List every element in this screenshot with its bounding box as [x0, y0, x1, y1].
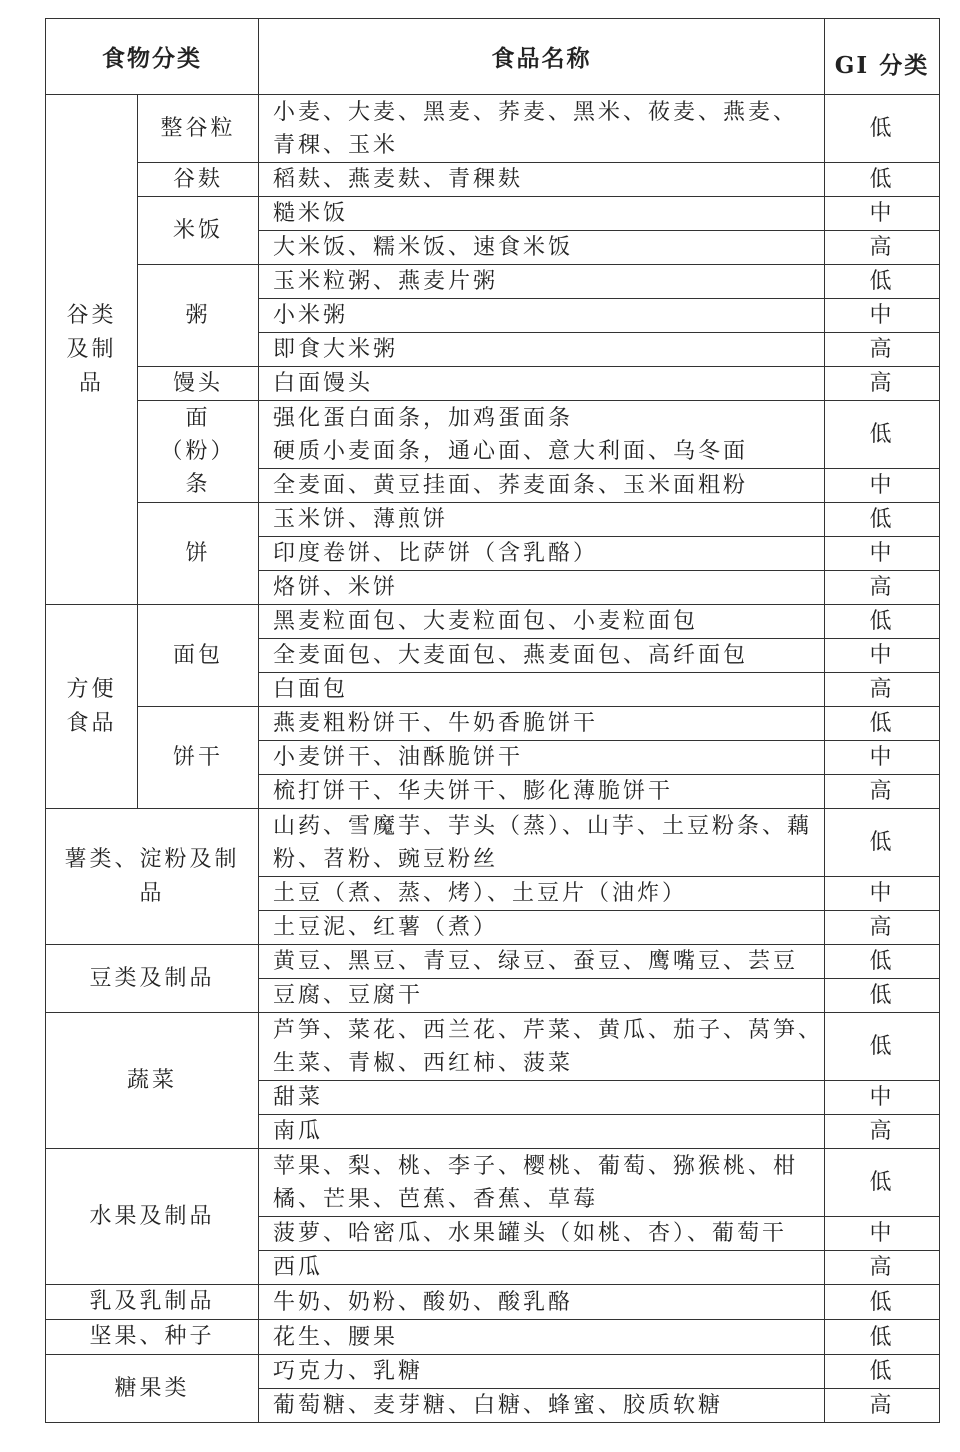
food-name-cell: 梳打饼干、华夫饼干、膨化薄脆饼干	[259, 775, 825, 809]
food-name-cell: 烙饼、米饼	[259, 571, 825, 605]
table-row	[46, 503, 940, 537]
table-row	[46, 1013, 940, 1081]
food-name-cell: 土豆泥、红薯（煮）	[259, 911, 825, 945]
food-name-cell: 甜菜	[259, 1081, 825, 1115]
table-row	[46, 605, 940, 639]
header-category: 食物分类	[46, 19, 259, 95]
gi-level-cell: 低	[825, 1320, 940, 1355]
food-name-cell: 全麦面包、大麦面包、燕麦面包、高纤面包	[259, 639, 825, 673]
gi-level-cell: 中	[825, 741, 940, 775]
header-food-name: 食品名称	[259, 19, 825, 95]
subcategory-cell: 饼	[138, 503, 259, 605]
food-name-cell: 芦笋、菜花、西兰花、芹菜、黄瓜、茄子、莴笋、 生菜、青椒、西红柿、菠菜	[259, 1013, 825, 1081]
gi-level-cell: 低	[825, 809, 940, 877]
table-row	[46, 1355, 940, 1389]
gi-level-cell: 高	[825, 231, 940, 265]
food-name-cell: 花生、腰果	[259, 1320, 825, 1355]
table-row	[46, 1320, 940, 1355]
food-name-cell: 白面包	[259, 673, 825, 707]
gi-level-cell: 中	[825, 877, 940, 911]
subcategory-cell: 米饭	[138, 197, 259, 265]
food-name-cell: 糙米饭	[259, 197, 825, 231]
food-name-cell: 土豆（煮、蒸、烤）、土豆片（油炸）	[259, 877, 825, 911]
food-name-cell: 黄豆、黑豆、青豆、绿豆、蚕豆、鹰嘴豆、芸豆	[259, 945, 825, 979]
gi-level-cell: 高	[825, 333, 940, 367]
table-row	[46, 707, 940, 741]
gi-level-cell: 高	[825, 775, 940, 809]
food-name-cell: 燕麦粗粉饼干、牛奶香脆饼干	[259, 707, 825, 741]
gi-level-cell: 高	[825, 1115, 940, 1149]
subcategory-cell: 粥	[138, 265, 259, 367]
category-cell: 蔬菜	[46, 1013, 259, 1149]
gi-level-cell: 低	[825, 979, 940, 1013]
header-gi: GI 分类	[825, 19, 940, 95]
food-name-cell: 南瓜	[259, 1115, 825, 1149]
gi-level-cell: 高	[825, 1389, 940, 1423]
category-cell: 谷类 及制 品	[46, 95, 138, 605]
gi-level-cell: 中	[825, 537, 940, 571]
food-name-cell: 葡萄糖、麦芽糖、白糖、蜂蜜、胶质软糖	[259, 1389, 825, 1423]
subcategory-cell: 整谷粒	[138, 95, 259, 163]
gi-level-cell: 高	[825, 673, 940, 707]
gi-level-cell: 高	[825, 367, 940, 401]
gi-level-cell: 低	[825, 707, 940, 741]
table-row	[46, 265, 940, 299]
food-name-cell: 山药、雪魔芋、芋头（蒸）、山芋、土豆粉条、藕 粉、苕粉、豌豆粉丝	[259, 809, 825, 877]
food-name-cell: 玉米粒粥、燕麦片粥	[259, 265, 825, 299]
gi-level-cell: 低	[825, 265, 940, 299]
subcategory-cell: 面 （粉） 条	[138, 401, 259, 503]
gi-level-cell: 中	[825, 299, 940, 333]
category-cell: 豆类及制品	[46, 945, 259, 1013]
table-row	[46, 1285, 940, 1320]
gi-level-cell: 中	[825, 1217, 940, 1251]
gi-food-table	[45, 18, 940, 1423]
gi-level-cell: 低	[825, 163, 940, 197]
gi-level-cell: 高	[825, 571, 940, 605]
food-name-cell: 印度卷饼、比萨饼（含乳酪）	[259, 537, 825, 571]
table-row	[46, 367, 940, 401]
table-header-row	[46, 19, 940, 95]
category-cell: 水果及制品	[46, 1149, 259, 1285]
category-cell: 乳及乳制品	[46, 1285, 259, 1320]
table-row	[46, 945, 940, 979]
food-name-cell: 小麦、大麦、黑麦、荞麦、黑米、莜麦、燕麦、 青稞、玉米	[259, 95, 825, 163]
table-row	[46, 401, 940, 469]
category-cell: 薯类、淀粉及制 品	[46, 809, 259, 945]
table-row	[46, 809, 940, 877]
food-name-cell: 牛奶、奶粉、酸奶、酸乳酪	[259, 1285, 825, 1320]
subcategory-cell: 面包	[138, 605, 259, 707]
table-row	[46, 95, 940, 163]
gi-level-cell: 中	[825, 469, 940, 503]
food-name-cell: 即食大米粥	[259, 333, 825, 367]
gi-level-cell: 低	[825, 605, 940, 639]
gi-level-cell: 低	[825, 401, 940, 469]
gi-level-cell: 低	[825, 1149, 940, 1217]
food-name-cell: 大米饭、糯米饭、速食米饭	[259, 231, 825, 265]
food-name-cell: 稻麸、燕麦麸、青稞麸	[259, 163, 825, 197]
food-name-cell: 苹果、梨、桃、李子、樱桃、葡萄、猕猴桃、柑 橘、芒果、芭蕉、香蕉、草莓	[259, 1149, 825, 1217]
category-cell: 坚果、种子	[46, 1320, 259, 1355]
food-name-cell: 西瓜	[259, 1251, 825, 1285]
gi-level-cell: 中	[825, 1081, 940, 1115]
food-name-cell: 黑麦粒面包、大麦粒面包、小麦粒面包	[259, 605, 825, 639]
gi-level-cell: 高	[825, 911, 940, 945]
gi-level-cell: 低	[825, 95, 940, 163]
gi-level-cell: 低	[825, 945, 940, 979]
gi-level-cell: 低	[825, 1013, 940, 1081]
food-name-cell: 玉米饼、薄煎饼	[259, 503, 825, 537]
food-name-cell: 小米粥	[259, 299, 825, 333]
gi-level-cell: 中	[825, 197, 940, 231]
table-row	[46, 163, 940, 197]
food-name-cell: 菠萝、哈密瓜、水果罐头（如桃、杏）、葡萄干	[259, 1217, 825, 1251]
table-row	[46, 1149, 940, 1217]
gi-level-cell: 低	[825, 1355, 940, 1389]
food-name-cell: 小麦饼干、油酥脆饼干	[259, 741, 825, 775]
table-row	[46, 197, 940, 231]
gi-level-cell: 低	[825, 1285, 940, 1320]
gi-level-cell: 高	[825, 1251, 940, 1285]
gi-level-cell: 中	[825, 639, 940, 673]
food-name-cell: 巧克力、乳糖	[259, 1355, 825, 1389]
food-name-cell: 豆腐、豆腐干	[259, 979, 825, 1013]
food-name-cell: 全麦面、黄豆挂面、荞麦面条、玉米面粗粉	[259, 469, 825, 503]
category-cell: 方便 食品	[46, 605, 138, 809]
category-cell: 糖果类	[46, 1355, 259, 1423]
subcategory-cell: 谷麸	[138, 163, 259, 197]
subcategory-cell: 饼干	[138, 707, 259, 809]
gi-level-cell: 低	[825, 503, 940, 537]
food-name-cell: 强化蛋白面条，加鸡蛋面条 硬质小麦面条，通心面、意大利面、乌冬面	[259, 401, 825, 469]
food-name-cell: 白面馒头	[259, 367, 825, 401]
subcategory-cell: 馒头	[138, 367, 259, 401]
